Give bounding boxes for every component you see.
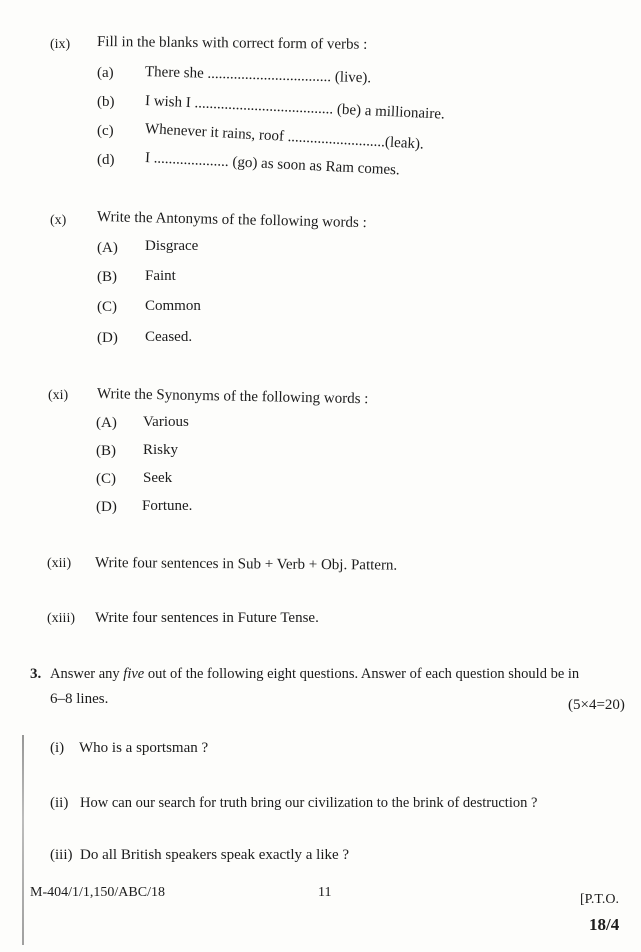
q-x-d-text: Ceased.: [145, 329, 193, 345]
q-x-c-text: Common: [145, 298, 201, 314]
q-xii-number: (xii): [47, 556, 72, 571]
q-xi-b-text: Risky: [143, 442, 179, 458]
footer-handwritten-code: 18/4: [589, 915, 620, 934]
q-xii-text: Write four sentences in Sub + Verb + Obj. Pattern.: [94, 555, 398, 574]
q-xi-d-text: Fortune.: [142, 498, 193, 514]
q3-iii-text: Do all British speakers speak exactly a like ?: [80, 847, 350, 863]
q-xi-a-label: (A): [96, 415, 117, 431]
q3-line2: 6–8 lines.: [50, 691, 109, 707]
q-xiii-text: Write four sentences in Future Tense.: [95, 610, 319, 626]
page-edge-shadow: [22, 735, 24, 945]
q-ix-b-label: (b): [97, 94, 115, 110]
q-xi-c-text: Seek: [143, 470, 173, 486]
q-x-instruction: Write the Antonyms of the following words :: [96, 209, 367, 232]
q3-line1-pre: Answer any: [50, 666, 124, 682]
footer-code: M-404/1/1,150/ABC/18: [30, 885, 165, 900]
q3-ii-label: (ii): [50, 795, 69, 811]
q-ix-d-text: I .................... (go) as soon as Ram comes.: [144, 150, 401, 179]
q-x-a-text: Disgrace: [145, 238, 199, 254]
q-ix-a-text: There she ................................. (live).: [144, 64, 372, 87]
q-xi-c-label: (C): [96, 471, 116, 487]
q-x-a-label: (A): [97, 240, 118, 256]
q-xi-instruction: Write the Synonyms of the following words :: [96, 386, 369, 408]
q-xi-d-label: (D): [96, 499, 117, 515]
q3-line1-post: out of the following eight questions. Answer of each question should be in: [144, 666, 580, 682]
q-x-b-text: Faint: [145, 268, 176, 284]
q3-ii-text: How can our search for truth bring our civilization to the brink of destruction ?: [80, 795, 538, 811]
footer-page-number: 11: [318, 885, 332, 900]
q-ix-number: (ix): [50, 37, 71, 52]
q3-i-label: (i): [50, 740, 65, 756]
q3-line1-em: five: [123, 666, 145, 682]
q-x-number: (x): [50, 213, 67, 228]
q-ix-b-text: I wish I ..................................... (be) a millionaire.: [144, 93, 446, 123]
q3-iii-label: (iii): [50, 847, 73, 863]
q-xi-number: (xi): [48, 388, 69, 403]
q-x-b-label: (B): [97, 269, 117, 285]
q-ix-c-label: (c): [97, 123, 114, 139]
q-x-d-label: (D): [97, 330, 118, 346]
q3-i-text: Who is a sportsman ?: [79, 740, 209, 756]
q-ix-a-label: (a): [97, 65, 114, 81]
q3-number: 3.: [30, 666, 42, 682]
q-xiii-number: (xiii): [47, 611, 75, 626]
q-ix-instruction: Fill in the blanks with correct form of verbs :: [96, 34, 368, 53]
q-x-c-label: (C): [97, 299, 117, 315]
q-xi-a-text: Various: [143, 414, 189, 430]
q-xi-b-label: (B): [96, 443, 116, 459]
q-ix-d-label: (d): [97, 152, 115, 168]
q3-line1: [50, 666, 579, 683]
q3-marks: (5×4=20): [568, 697, 625, 713]
q-ix-c-text: Whenever it rains, roof ..........................(leak).: [144, 121, 425, 153]
footer-pto: [P.T.O.: [580, 892, 620, 907]
